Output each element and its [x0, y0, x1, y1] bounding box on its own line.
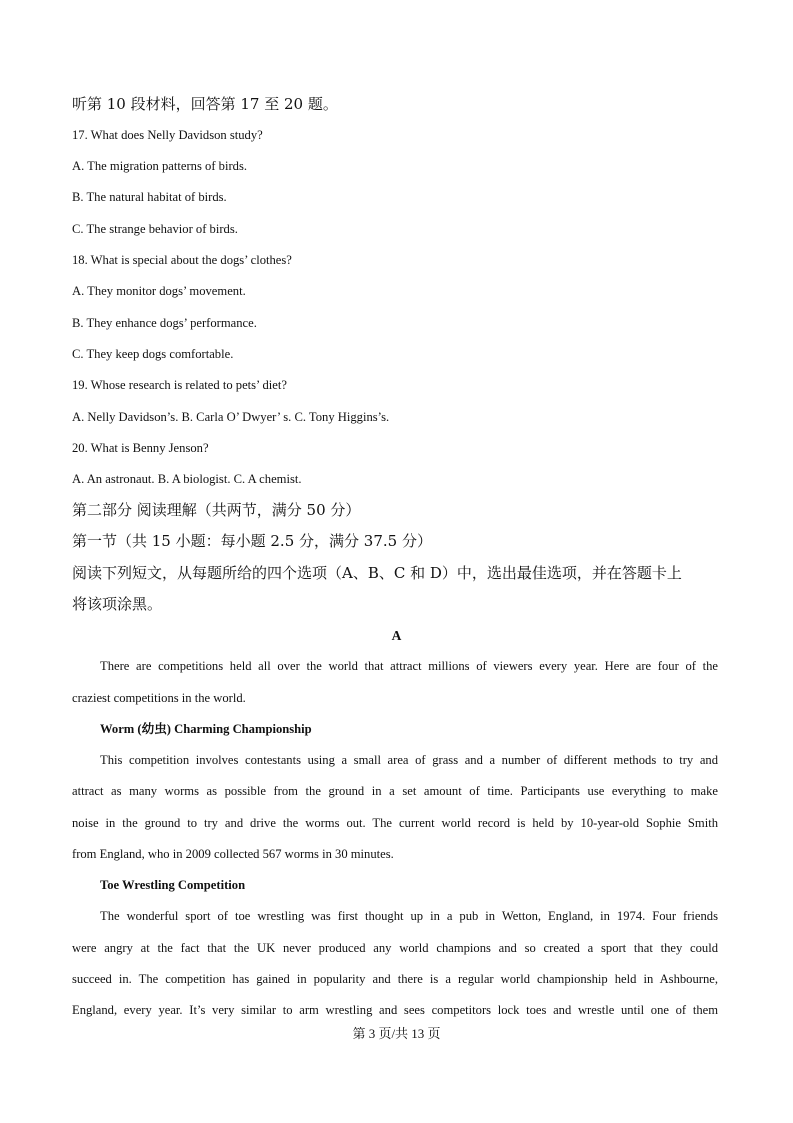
section-one-title: 第一节（共 15 小题：每小题 2.5 分，满分 37.5 分） [72, 532, 432, 550]
worm-paragraph-line-2: attract as many worms as possible from the ground in a set amount of time. Participants use everything to make [72, 784, 718, 798]
toe-paragraph-line-1: The wonderful sport of toe wrestling was first thought up in a pub in Wetton, England, in 1974. Four friends [100, 909, 718, 923]
worm-paragraph-line-4: from England, who in 2009 collected 567 worms in 30 minutes. [72, 847, 394, 861]
reading-instruction-line-1: 阅读下列短文，从每题所给的四个选项（A、B、C 和 D）中，选出最佳选项，并在答题卡上 [72, 564, 682, 582]
page-footer-number: 第 3 页/共 13 页 [352, 1026, 441, 1041]
worm-paragraph-line-1: This competition involves contestants using a small area of grass and a number of different methods to try and [100, 753, 718, 767]
question-20-options: A. An astronaut. B. A biologist. C. A chemist. [72, 472, 302, 486]
question-19-options: A. Nelly Davidson’s. B. Carla O’ Dwyer’ s. C. Tony Higgins’s. [72, 410, 390, 424]
question-20-stem: 20. What is Benny Jenson? [72, 441, 209, 455]
question-17-option-b: B. The natural habitat of birds. [72, 190, 227, 204]
question-17-stem: 17. What does Nelly Davidson study? [72, 128, 263, 142]
passage-intro-line-1: There are competitions held all over the world that attract millions of viewers every year. Here are four of the [100, 659, 718, 673]
toe-paragraph-line-3: succeed in. The competition has gained in popularity and there is a regular world championship held in Ashbourne, [72, 972, 718, 986]
question-19-stem: 19. Whose research is related to pets’ diet? [72, 378, 287, 392]
passage-label: A [391, 628, 402, 643]
reading-instruction-line-2: 将该项涂黑。 [72, 595, 163, 613]
worm-paragraph-line-3: noise in the ground to try and drive the worms out. The current world record is held by 10-year-old Sophie Smith [72, 816, 718, 830]
toe-paragraph-line-2: were angry at the fact that the UK never produced any world champions and so created a sport that they could [72, 941, 718, 955]
worm-section-heading: Worm (幼虫) Charming Championship [100, 722, 312, 736]
question-17-option-a: A. The migration patterns of birds. [72, 159, 247, 173]
question-18-option-c: C. They keep dogs comfortable. [72, 347, 234, 361]
passage-intro-line-2: craziest competitions in the world. [72, 691, 246, 705]
question-18-option-a: A. They monitor dogs’ movement. [72, 284, 246, 298]
question-17-option-c: C. The strange behavior of birds. [72, 222, 238, 236]
question-18-stem: 18. What is special about the dogs’ clothes? [72, 253, 292, 267]
question-18-option-b: B. They enhance dogs’ performance. [72, 316, 257, 330]
listening-heading: 听第 10 段材料，回答第 17 至 20 题。 [72, 95, 338, 113]
toe-paragraph-line-4: England, every year. It’s very similar to arm wrestling and sees competitors lock toes and wrestle until one of them [72, 1003, 718, 1017]
part-two-title: 第二部分 阅读理解（共两节，满分 50 分） [72, 501, 361, 519]
toe-section-heading: Toe Wrestling Competition [100, 878, 246, 892]
